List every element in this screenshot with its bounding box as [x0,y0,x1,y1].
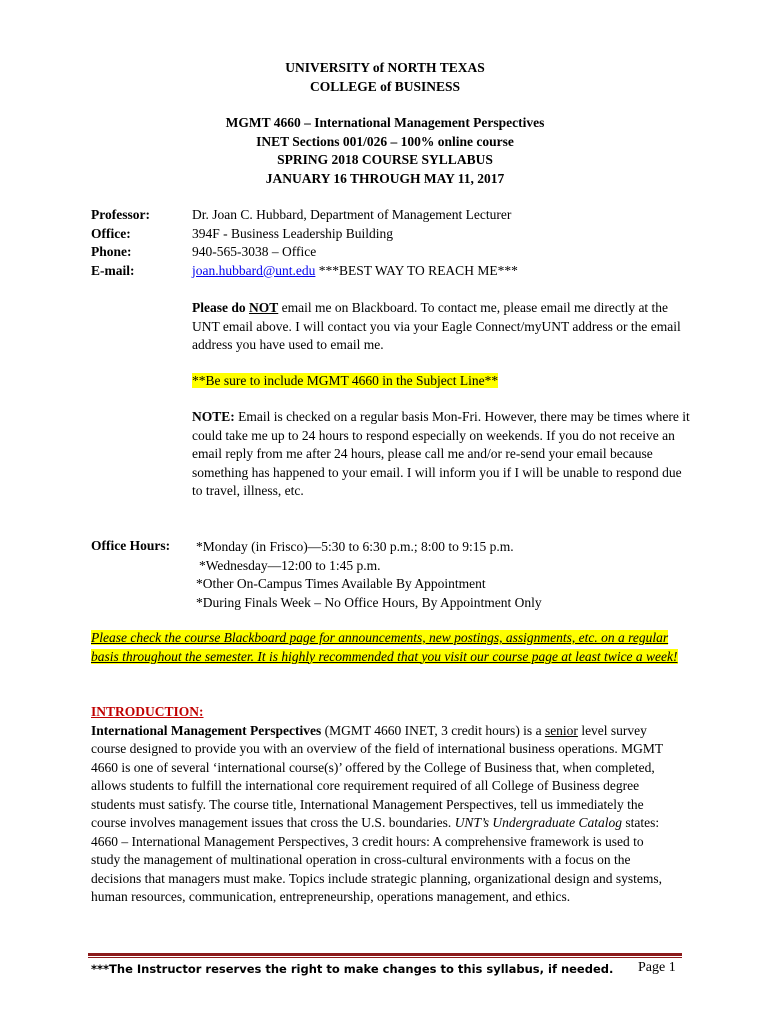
university-name: UNIVERSITY of NORTH TEXAS [285,60,485,75]
course-dates: JANUARY 16 THROUGH MAY 11, 2017 [265,170,505,186]
introduction-text: states: 4660 – International Management Perspectives, 3 credit hours: A comprehensive framework is used to study the management of multinational operation in cross-cultural environments with a focus on the decisions that managers must make. Topics include strategic planning, organizational design and systems, human resources, communication, entrepreneurship, operations management, and ethics. [91,815,663,904]
announcement-text: Please check the course Blackboard page for announcements, new postings, assignments, etc. on a regular basis throughout the semester. It is highly recommended that you visit our course page at least twice a week! [91,630,678,664]
footer-disclaimer: ***The Instructor reserves the right to make changes to this syllabus, if needed. [91,962,614,976]
note-text: Email is checked on a regular basis Mon-Fri. However, there may be times where it could take me up to 24 hours to respond especially on weekends. If you do not receive an email reply from me after 24 hours, please call me and/or re-send your email because something has happened to your email. I will inform you if I will be unable to respond due to travel, illness, etc. [192,409,690,498]
professor-label: Professor: [91,207,150,222]
footer-divider [88,953,682,956]
course-sections: INET Sections 001/026 – 100% online course [256,133,514,149]
phone-value: 940-565-3038 – Office [192,244,317,259]
email-row [91,262,518,281]
introduction-course-name: International Management Perspectives [91,722,322,738]
office-hours-item: *During Finals Week – No Office Hours, By Appointment Only [196,594,542,610]
email-policy-lead: Please do [192,300,249,315]
introduction-senior: senior [544,722,578,738]
office-label: Office: [91,225,131,241]
introduction-body [91,722,671,907]
note-label: NOTE: [192,409,235,424]
email-value [192,262,518,281]
subject-line-text: **Be sure to include MGMT 4660 in the Subject Line** [192,373,499,388]
professor-row [91,206,518,225]
introduction-text: level survey course designed to provide you with an overview of the field of international business operations. MGMT 4660 is one of several ‘international course(s)’ offered by the College of Business that, when completed, allows students to fulfill the international core requirement required of all College of Business degree students must satisfy. The course title, International Management Perspectives, tell us immediately the course involves management issues that cross the U.S. boundaries. [91,722,663,830]
introduction-heading: INTRODUCTION: [91,704,204,719]
email-note: ***BEST WAY TO REACH ME*** [315,262,518,278]
subject-line-reminder [192,372,692,391]
university-header [0,59,770,96]
email-policy [192,299,692,355]
page-number: Page 1 [638,960,676,975]
introduction-section [91,703,671,907]
course-header [0,114,770,188]
professor-value: Dr. Joan C. Hubbard, Department of Management Lecturer [192,207,512,222]
office-value: 394F - Business Leadership Building [192,225,393,241]
phone-label: Phone: [91,244,132,259]
email-label: E-mail: [91,262,135,278]
blackboard-announcement [91,629,686,666]
footer-divider-thin [88,957,682,958]
college-name: COLLEGE of BUSINESS [309,78,461,94]
office-hours-item: *Monday (in Frisco)—5:30 to 6:30 p.m.; 8:00 to 9:15 p.m. [196,539,514,554]
office-hours-item: *Other On-Campus Times Available By Appointment [196,576,486,591]
office-hours-item: *Wednesday—12:00 to 1:45 p.m. [199,557,381,573]
course-term: SPRING 2018 COURSE SYLLABUS [277,152,493,167]
office-hours-label: Office Hours: [91,538,171,553]
email-policy-text: email me on Blackboard. To contact me, please email me directly at the UNT email above. I will contact you via your Eagle Connect/myUNT address or the email address you have used to email me. [192,300,681,352]
email-note-paragraph [192,408,692,501]
office-hours-list [196,538,542,612]
phone-row [91,243,518,262]
office-row [91,225,518,244]
introduction-catalog: UNT’s Undergraduate Catalog [454,815,622,830]
course-title: MGMT 4660 – International Management Perspectives [225,115,545,130]
introduction-text: (MGMT 4660 INET, 3 credit hours) is a [321,722,545,738]
email-policy-not: NOT [249,300,279,315]
email-link[interactable]: joan.hubbard@unt.edu [192,262,316,278]
contact-info [91,206,518,280]
